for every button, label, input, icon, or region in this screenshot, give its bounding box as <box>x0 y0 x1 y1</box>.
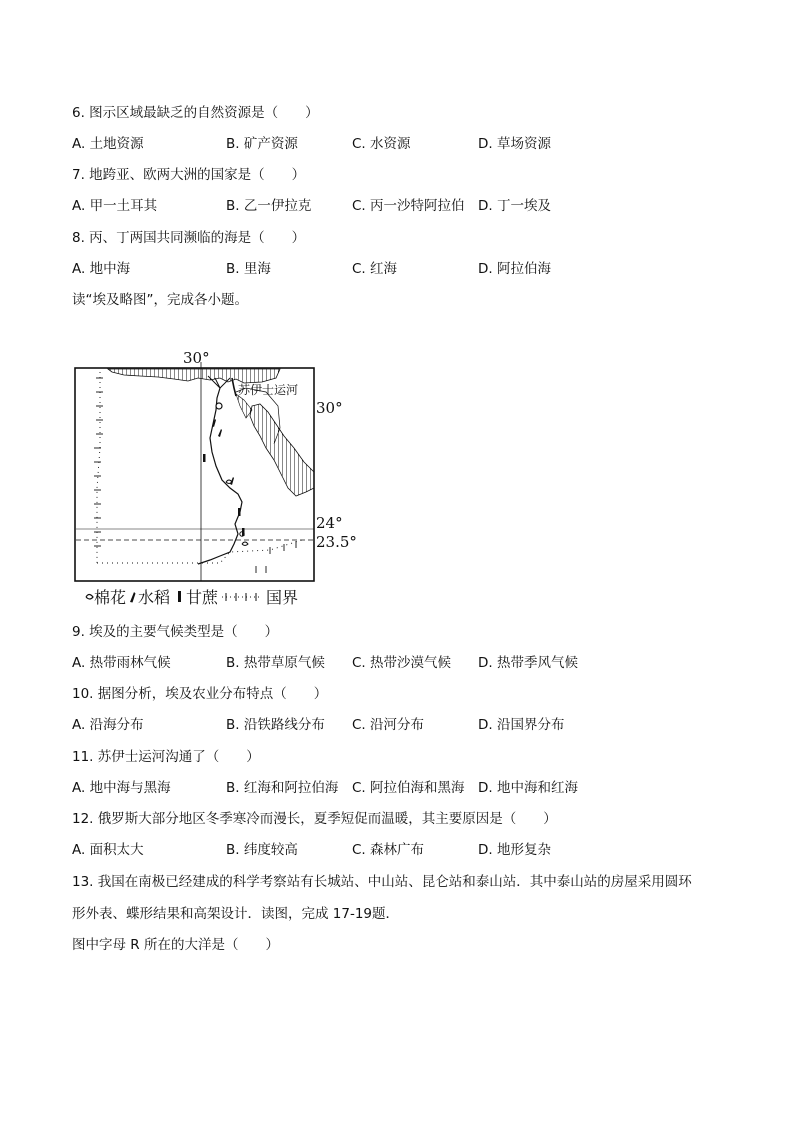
southern-border <box>97 540 302 563</box>
option-d: D. 热带季风气候 <box>478 655 578 671</box>
option-b: B. 红海和阿拉伯海 <box>226 780 339 796</box>
option-c: C. 水资源 <box>352 136 411 152</box>
question-11-stem: 11. 苏伊士运河沟通了（ ） <box>72 749 260 765</box>
question-9-stem: 9. 埃及的主要气候类型是（ ） <box>72 624 279 640</box>
southern-border-ticks <box>256 541 296 573</box>
question-10-stem: 10. 据图分析，埃及农业分布特点（ ） <box>72 686 328 702</box>
option-c: C. 阿拉伯海和黑海 <box>352 780 465 796</box>
option-a: A. 沿海分布 <box>72 717 144 733</box>
canal-label: 苏伊士运河 <box>238 383 299 397</box>
option-a: A. 甲一土耳其 <box>72 198 158 214</box>
suez-canal <box>232 378 236 396</box>
sugarcane-legend-icon <box>178 591 181 602</box>
option-a: A. 面积太大 <box>72 842 144 858</box>
cotton-legend-icon <box>86 595 93 600</box>
rice-legend-icon <box>130 592 136 603</box>
option-a: A. 热带雨林气候 <box>72 655 171 671</box>
western-border-ticks <box>94 378 103 546</box>
legend-border: 国界 <box>266 588 299 607</box>
rice-symbols <box>212 419 234 485</box>
lon-30-label: 30° <box>183 349 210 367</box>
option-c: C. 热带沙漠气候 <box>352 655 452 671</box>
option-c: C. 森林广布 <box>352 842 425 858</box>
legend <box>86 588 298 607</box>
map-intro: 读“埃及略图”，完成各小题。 <box>72 292 248 308</box>
option-a: A. 地中海 <box>72 261 131 277</box>
map-frame <box>75 368 314 581</box>
option-d: D. 沿国界分布 <box>478 717 565 733</box>
lat-23-5-label: 23.5° <box>316 533 357 551</box>
option-d: D. 阿拉伯海 <box>478 261 551 277</box>
option-d: D. 丁一埃及 <box>478 198 551 214</box>
lat-24-label: 24° <box>316 514 343 532</box>
legend-cotton: 棉花 <box>94 588 127 607</box>
legend-rice: 水稻 <box>138 588 171 607</box>
border-legend-icon <box>222 593 262 601</box>
red-sea <box>250 404 314 496</box>
option-b: B. 沿铁路线分布 <box>226 717 325 733</box>
question-6-stem: 6. 图示区域最缺乏的自然资源是（ ） <box>72 105 319 121</box>
option-a: A. 土地资源 <box>72 136 144 152</box>
option-c: C. 红海 <box>352 261 398 277</box>
option-b: B. 乙一伊拉克 <box>226 198 312 214</box>
question-8-stem: 8. 丙、丁两国共同濒临的海是（ ） <box>72 230 306 246</box>
egypt-map <box>70 348 360 610</box>
option-b: B. 里海 <box>226 261 271 277</box>
option-b: B. 热带草原气候 <box>226 655 325 671</box>
question-13-line-3: 图中字母 R 所在的大洋是（ ） <box>72 937 279 953</box>
question-13-line-2: 形外表、蝶形结果和高架设计．读图，完成 17-19题． <box>72 906 400 922</box>
question-7-stem: 7. 地跨亚、欧两大洲的国家是（ ） <box>72 167 306 183</box>
option-d: D. 草场资源 <box>478 136 551 152</box>
mediterranean-sea <box>108 369 280 383</box>
question-13-line-1: 13. 我国在南极已经建成的科学考察站有长城站、中山站、昆仑站和泰山站．其中泰山站的房屋采用圆环 <box>72 874 692 890</box>
lat-30-label: 30° <box>316 399 343 417</box>
option-c: C. 沿河分布 <box>352 717 425 733</box>
option-d: D. 地中海和红海 <box>478 780 578 796</box>
option-c: C. 丙一沙特阿拉伯 <box>352 198 465 214</box>
legend-sugarcane: 甘蔗 <box>186 588 219 607</box>
option-b: B. 纬度较高 <box>226 842 298 858</box>
option-b: B. 矿产资源 <box>226 136 298 152</box>
western-border <box>97 372 100 563</box>
option-d: D. 地形复杂 <box>478 842 551 858</box>
nile-river <box>198 388 242 564</box>
option-a: A. 地中海与黑海 <box>72 780 171 796</box>
question-12-stem: 12. 俄罗斯大部分地区冬季寒冷而漫长，夏季短促而温暖，其主要原因是（ ） <box>72 811 557 827</box>
gulf-of-suez <box>236 394 252 418</box>
cairo-dot <box>216 403 222 409</box>
